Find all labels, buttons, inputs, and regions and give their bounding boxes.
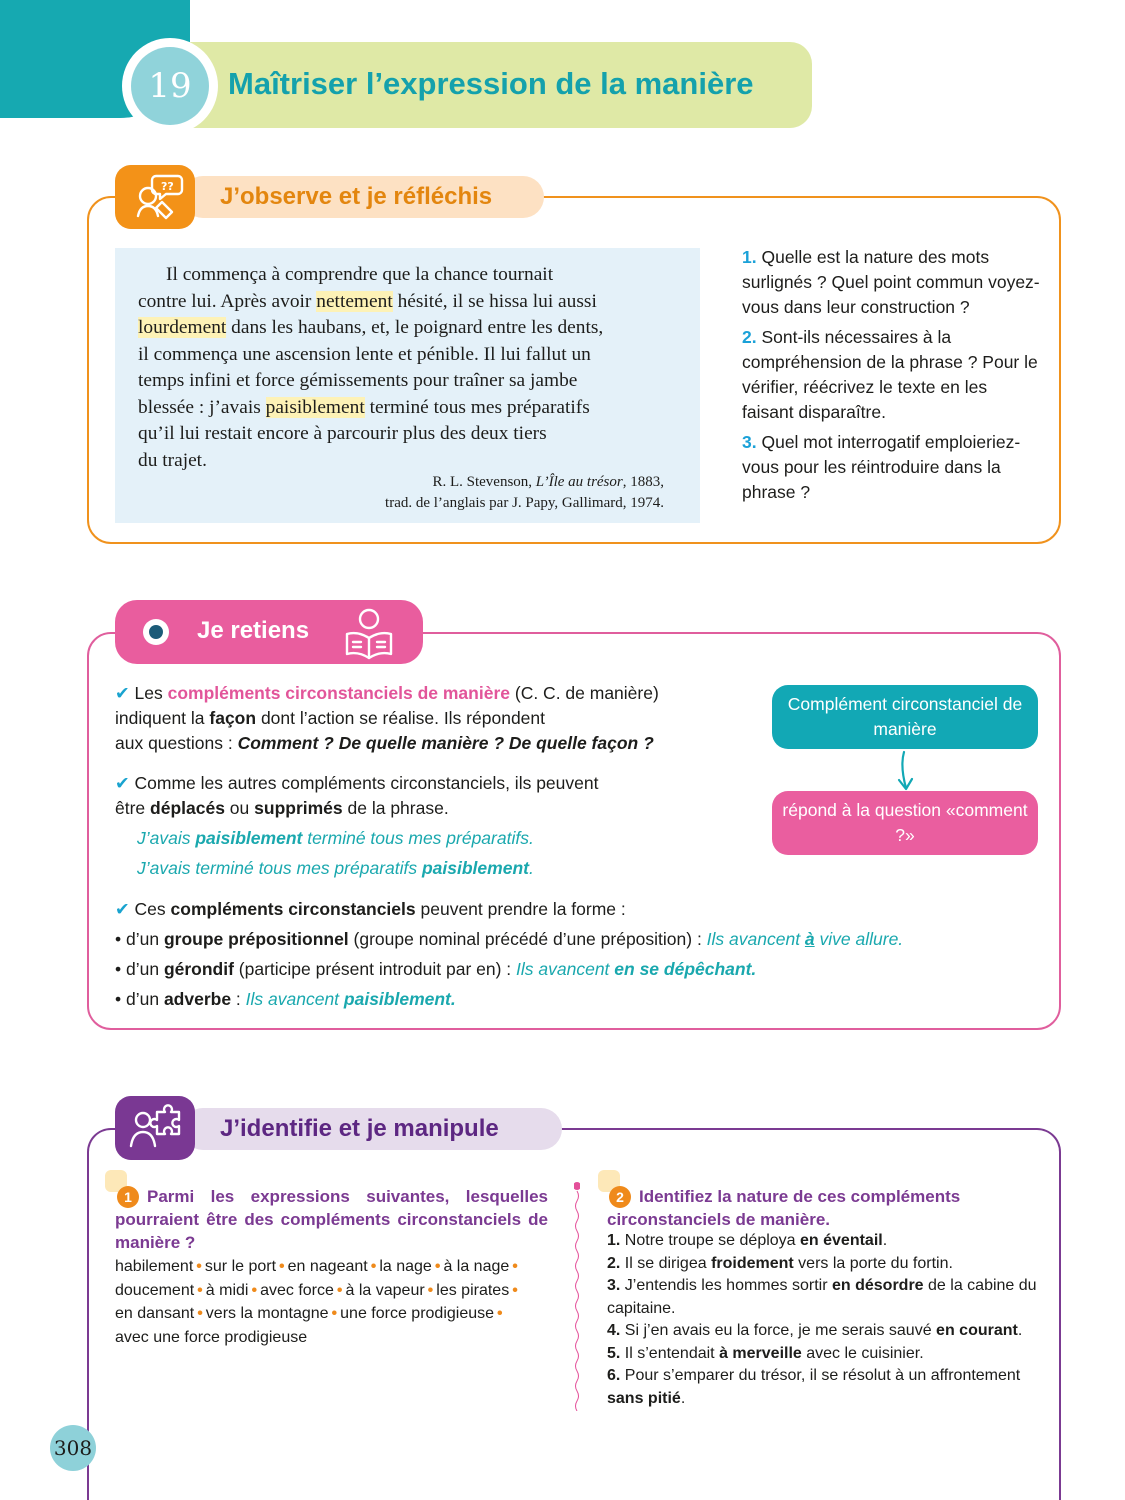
retiens-body (115, 681, 904, 1012)
question-1 (742, 245, 1042, 320)
rule-2-line-1 (115, 771, 765, 796)
sentence-number: 3. (607, 1277, 621, 1294)
rule-text: (groupe nominal précédé d’une préposition) : (348, 929, 707, 949)
expression-item: avec force (260, 1281, 334, 1299)
sentence-text: . (1017, 1322, 1023, 1339)
sentence-number: 4. (607, 1322, 621, 1339)
sentence-text: vers la porte du fortin. (793, 1254, 953, 1272)
source-work: L’Île au trésor (535, 474, 623, 490)
diagram-box-bottom: répond à la question «comment ?» (772, 791, 1038, 855)
excerpt-line: blessée : j’avais (138, 396, 266, 418)
column-divider (574, 1181, 580, 1416)
rule-text: : (231, 989, 246, 1009)
sentence-text: Notre troupe se déploya (620, 1232, 801, 1249)
question-number: 3. (742, 432, 757, 452)
highlighted-word: paisiblement (265, 396, 365, 418)
sentence-text: . (680, 1389, 686, 1407)
exercise-2-title: Identifiez la nature de ces compléments circonstanciels de manière. (607, 1187, 961, 1229)
rule-text: de la phrase. (342, 798, 449, 818)
excerpt-text (138, 262, 686, 474)
excerpt-line: temps infini et force gémissements pour traîner sa jambe (138, 370, 578, 391)
retiens-label-text: Je retiens (197, 617, 310, 644)
expression-item: vers la montagne (205, 1305, 329, 1322)
diagram-box-top: Complément circonstanciel de manière (772, 685, 1038, 749)
questions-list: Comment ? De quelle manière ? De quelle façon ? (237, 733, 654, 753)
excerpt-translation: trad. de l’anglais par J. Papy, Gallimard, 1974. (385, 495, 664, 511)
rule-1-line-3 (115, 731, 765, 756)
key-term: déplacés (150, 798, 225, 818)
check-icon: ✔ (115, 899, 130, 919)
check-icon: ✔ (115, 773, 130, 793)
excerpt-source (432, 474, 664, 491)
sentence-complement: en désordre (831, 1277, 924, 1294)
sentence-text: . (882, 1232, 888, 1249)
form-bullet-2 (115, 957, 765, 982)
rule-text: Ces (129, 899, 171, 919)
expression-row (115, 1326, 555, 1350)
sentence-text: Il se dirigea (620, 1254, 712, 1272)
sentence-text: de la cabine du capitaine. (607, 1277, 1037, 1317)
exercise-2-list (607, 1230, 1047, 1410)
sentence-complement: à merveille (719, 1344, 802, 1362)
highlighted-word: nettement (316, 290, 393, 312)
sentence-complement: sans pitié (607, 1389, 681, 1407)
identifie-section-label: J’identifie et je manipule (182, 1108, 562, 1150)
example-text: Ils avancent (516, 959, 615, 979)
page-number: 308 (50, 1425, 96, 1471)
excerpt-line: contre lui. Après avoir (138, 290, 317, 312)
question-number: 1. (742, 247, 757, 267)
rule-text: • d’un (115, 989, 164, 1009)
key-term: groupe prépositionnel (163, 929, 349, 949)
example-text: J’avais (137, 828, 196, 848)
rule-text: Les (129, 683, 168, 703)
rule-text: peuvent prendre la forme : (415, 899, 626, 919)
expression-row: en dansant • vers la montagne • une force prodigieuse • (115, 1305, 503, 1322)
example-key: paisiblement (421, 858, 529, 878)
check-icon: ✔ (115, 683, 130, 703)
sentence-number: 1. (607, 1232, 621, 1249)
sentence-text: Il s’entendait (620, 1344, 720, 1362)
question-text: Quelle est la nature des mots surlignés ? Quel point commun voyez-vous dans leur construction ? (742, 247, 1040, 317)
excerpt-line: dans les haubans, et, le poignard entre les dents, (226, 317, 604, 338)
rule-text: (participe présent introduit par en) : (233, 959, 517, 979)
sentence-complement: en courant (936, 1322, 1018, 1339)
rule-1-line-2 (115, 706, 765, 731)
expression-item: en dansant (115, 1305, 195, 1322)
question-number: 2. (742, 327, 757, 347)
sentence-text: Si j’en avais eu la force, je me serais sauvé (620, 1322, 937, 1339)
expression-item: avec une force prodigieuse (115, 1328, 308, 1346)
rule-text: • d’un (115, 929, 164, 949)
example-text: Ils avancent (706, 929, 805, 949)
question-3 (742, 430, 1042, 505)
example-key: paisiblement. (343, 989, 456, 1009)
excerpt-line: terminé tous mes préparatifs (364, 396, 590, 418)
observe-questions (742, 245, 1042, 510)
reading-person-icon (343, 606, 395, 667)
key-term: façon (209, 708, 257, 728)
rule-text: ou (224, 798, 255, 818)
rule-text: Comme les autres compléments circonstanciels, ils peuvent (129, 773, 599, 793)
source-author: R. L. Stevenson, (432, 474, 536, 490)
sentence-complement: en éventail (800, 1232, 883, 1249)
rule-1-line-1 (115, 681, 765, 706)
key-term: compléments circonstanciels (170, 899, 416, 919)
sentence-text: Pour s’emparer du trésor, il se résolut à un affrontement (620, 1367, 1021, 1384)
example-text: . (528, 858, 534, 878)
exercise-number: 2 (609, 1186, 631, 1208)
chapter-number: 19 (131, 47, 209, 125)
example-1 (115, 826, 765, 851)
excerpt-line: il commença une ascension lente et pénible. Il lui fallut un (138, 343, 591, 365)
example-text: vive allure. (814, 929, 904, 949)
expression-item: les pirates (436, 1281, 510, 1299)
sentence-number: 6. (607, 1367, 621, 1384)
highlighted-word: lourdement (138, 317, 227, 338)
sentence-text: J’entendis les hommes sortir (620, 1277, 832, 1294)
target-dot-icon (143, 619, 169, 645)
example-key: à (804, 929, 815, 949)
sentence-2 (607, 1253, 1047, 1276)
rule-text: indiquent la (115, 708, 210, 728)
sentence-4 (607, 1320, 1047, 1343)
sentence-3 (607, 1275, 1047, 1320)
rule-2-line-2 (115, 796, 765, 821)
form-bullet-1 (115, 927, 904, 952)
expression-item: à la nage (443, 1258, 510, 1275)
exercise-1-list (115, 1255, 555, 1349)
excerpt-line: du trajet. (138, 449, 207, 471)
sentence-text: avec le cuisinier. (801, 1344, 924, 1362)
expression-item: sur le port (204, 1258, 277, 1275)
rule-text: dont l’action se réalise. Ils répondent (256, 708, 545, 728)
key-term: gérondif (163, 959, 234, 979)
rule-text: être (115, 798, 151, 818)
retiens-section-label (115, 600, 423, 664)
observe-section-label: J’observe et je réfléchis (182, 176, 544, 218)
key-term: adverbe (163, 989, 232, 1009)
form-bullet-3 (115, 987, 765, 1012)
example-key: en se dépêchant. (614, 959, 757, 979)
key-term: compléments circonstanciels de manière (167, 683, 510, 703)
sentence-number: 2. (607, 1254, 621, 1272)
excerpt-line: hésité, il se hissa lui aussi (392, 290, 597, 312)
expression-item: la nage (379, 1258, 432, 1275)
rule-text: • d’un (115, 959, 164, 979)
example-2 (115, 856, 765, 881)
excerpt-line: qu’il lui restait encore à parcourir plus des deux tiers (138, 423, 547, 444)
puzzle-person-icon (115, 1096, 195, 1160)
rule-3-line-1 (115, 897, 765, 922)
expression-item: à midi (205, 1281, 249, 1299)
question-text: Quel mot interrogatif emploieriez-vous pour les réintroduire dans la phrase ? (742, 432, 1021, 502)
example-text: J’avais terminé tous mes préparatifs (137, 858, 422, 878)
example-text: terminé tous mes préparatifs. (302, 828, 534, 848)
expression-item: à la vapeur (345, 1281, 425, 1299)
sentence-number: 5. (607, 1344, 621, 1362)
example-text: Ils avancent (245, 989, 344, 1009)
sentence-complement: froidement (711, 1254, 794, 1272)
excerpt-line: Il commença à comprendre que la chance tournait (166, 264, 554, 285)
rule-text: aux questions : (115, 733, 238, 753)
exercise-number: 1 (117, 1186, 139, 1208)
example-key: paisiblement (195, 828, 303, 848)
expression-row: habilement • sur le port • en nageant • la nage • à la nage • (115, 1258, 518, 1275)
expression-item: une force prodigieuse (340, 1305, 495, 1322)
exercise-1-title: Parmi les expressions suivantes, lesquelles pourraient être des compléments circonstanciels de manière ? (115, 1187, 548, 1252)
expression-row: doucement • à midi • avec force • à la vapeur • les pirates • (115, 1281, 518, 1299)
expression-item: habilement (115, 1258, 194, 1275)
arrow-down-icon (894, 750, 918, 797)
question-text: Sont-ils nécessaires à la compréhension de la phrase ? Pour le vérifier, réécrivez le texte en les faisant disparaître. (742, 327, 1038, 422)
source-year: , 1883, (622, 474, 664, 490)
speech-bubble-icon (115, 165, 195, 229)
key-term: supprimés (254, 798, 343, 818)
sentence-1 (607, 1230, 1047, 1253)
sentence-5 (607, 1343, 1047, 1366)
expression-item: doucement (115, 1281, 195, 1299)
page-title: Maîtriser l’expression de la manière (228, 66, 754, 101)
question-2 (742, 325, 1042, 425)
expression-item: en nageant (287, 1258, 368, 1275)
sentence-6 (607, 1365, 1047, 1410)
svg-text:??: ?? (161, 180, 174, 193)
rule-text: (C. C. de manière) (510, 683, 659, 703)
